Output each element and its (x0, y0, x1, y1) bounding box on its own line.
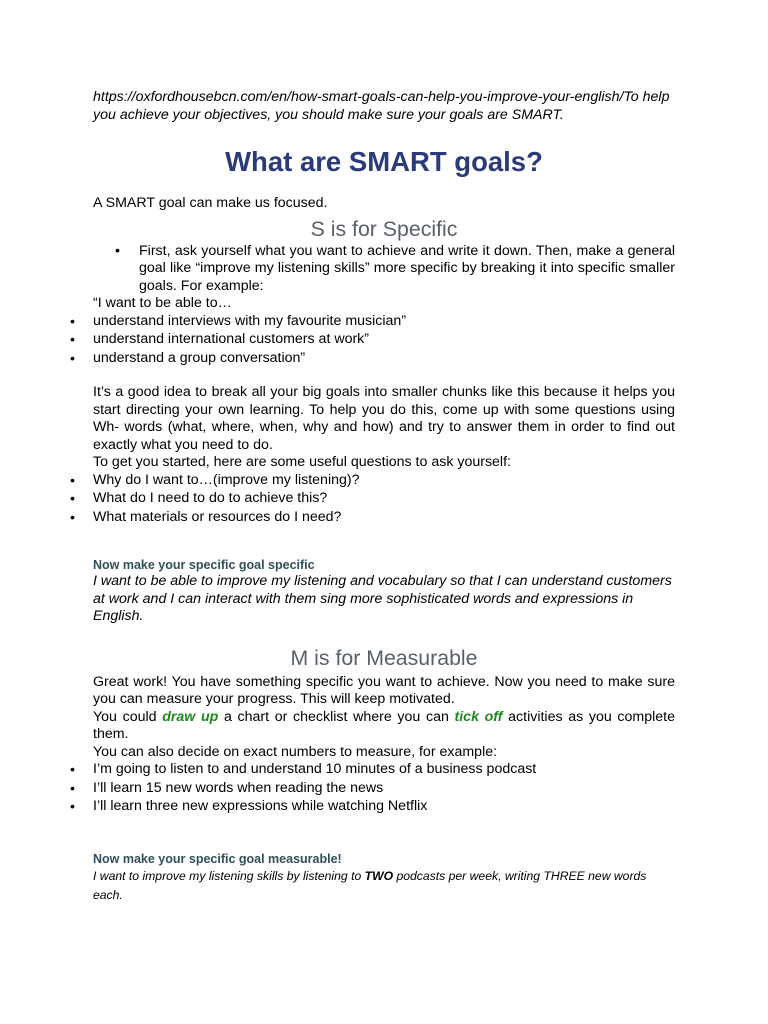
chart-text-middle: a chart or checklist where you can (218, 708, 455, 725)
questions-list (93, 472, 675, 527)
term-draw-up: draw up (162, 708, 219, 725)
goal-text-part-2: podcasts per week, writing THREE new words each. (93, 868, 647, 902)
source-url-line: https://oxfordhousebcn.com/en/how-smart-goals-can-help-you-improve-your-english/To help you achieve your objectives, you should make sure your goals are SMART. (93, 89, 670, 123)
list-item: • I’ll learn 15 new words when reading the news (93, 780, 675, 798)
lead-sentence: A SMART goal can make us focused. (93, 195, 328, 211)
specific-goal-heading: Now make your specific goal specific (93, 558, 315, 572)
measurable-goal-heading: Now make your specific goal measurable! (93, 851, 342, 866)
spacer (93, 527, 675, 557)
measurable-paragraph: Great work! You have something specific you want to achieve. Now you need to make sure you can measure your progress. This will keep motivated. (93, 673, 675, 707)
list-item: • understand interviews with my favourite musician” (93, 313, 675, 331)
list-item: • What do I need to do to achieve this? (93, 490, 675, 508)
goal-text-part-1: I want to improve my listening skills by listening to (93, 868, 365, 883)
list-item: • I’m going to listen to and understand 10 minutes of a business podcast (93, 761, 675, 779)
list-item: • Why do I want to…(improve my listening)? (93, 472, 675, 490)
list-item: • understand international customers at work” (93, 331, 675, 349)
chart-paragraph (93, 709, 675, 744)
list-item: • I’ll learn three new expressions while watching Netflix (93, 798, 675, 816)
chart-text-after: activities as you complete them. (93, 708, 676, 742)
specific-examples-list (93, 313, 675, 368)
measurable-heading: M is for Measurable (290, 645, 478, 670)
questions-intro: To get you started, here are some useful questions to ask yourself: (93, 454, 511, 470)
specific-heading: S is for Specific (310, 216, 458, 241)
example-intro: “I want to be able to… (93, 295, 232, 311)
spacer (93, 817, 675, 851)
list-item: • understand a group conversation” (93, 350, 675, 368)
spacer (93, 368, 675, 384)
chunks-paragraph: It’s a good idea to break all your big goals into smaller chunks like this because it helps you start directing your own learning. To help you do this, come up with some questions using Wh- words (what, where, when, why and how) and try to answer them in order to find out exactly what you need to do. (93, 384, 675, 453)
goal-emphasis-two: TWO (364, 868, 394, 883)
measurable-examples-list (93, 761, 675, 816)
term-tick-off: tick off (454, 708, 503, 725)
page-title: What are SMART goals? (225, 146, 543, 177)
list-item: • First, ask yourself what you want to achieve and write it down. Then, make a general goal like “improve my listening skills” more specific by breaking it into specific smaller goals. For example: (139, 243, 675, 296)
measurable-goal-text (93, 867, 675, 905)
chart-text-before: You could (93, 708, 163, 725)
document-body (93, 89, 675, 905)
list-item: • What materials or resources do I need? (93, 509, 675, 527)
specific-intro-list (93, 243, 675, 296)
specific-goal-text: I want to be able to improve my listening and vocabulary so that I can understand customers at work and I can interact with them sing more sophisticated words and expressions in English. (93, 573, 672, 624)
numbers-intro: You can also decide on exact numbers to measure, for example: (93, 743, 498, 760)
